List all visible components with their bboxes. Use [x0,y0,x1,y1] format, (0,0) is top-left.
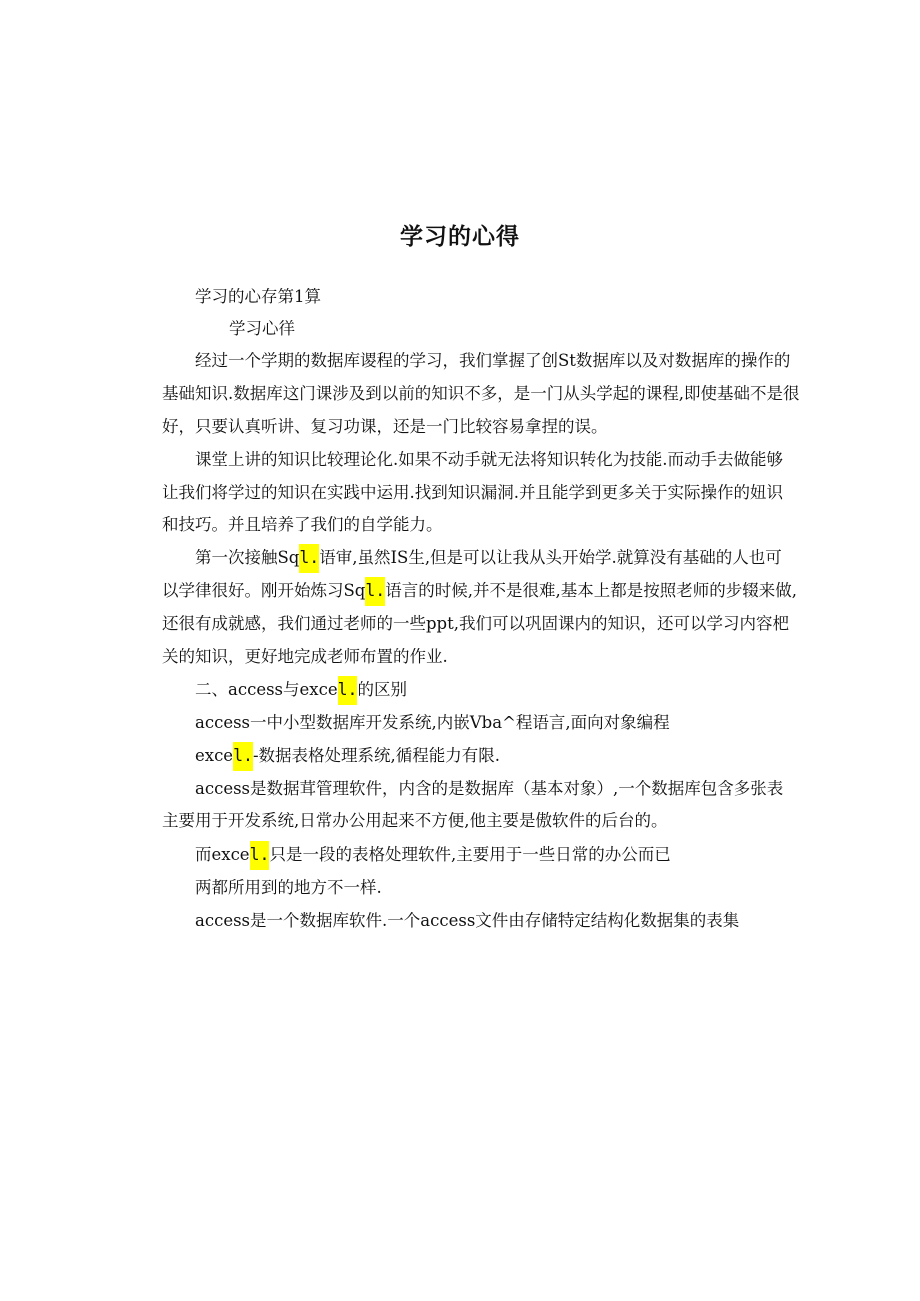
paragraph-line [195,547,782,569]
paragraph-line: 基础知识.数据库这门课涉及到以前的知识不多，是一门从头学起的课程,即使基础不是很 [162,384,800,403]
paragraph-line: 让我们将学过的知识在实践中运用.找到知识漏洞.并且能学到更多关于实际操作的妞识 [162,483,783,502]
text-segment: 只是一段的表格处理软件,主要用于一些日常的办公而已 [269,845,671,864]
highlight-mark: l. [338,676,358,705]
text-segment: 而exce [195,845,250,864]
paragraph-line: 和技巧。并且培养了我们的自学能力。 [162,515,443,534]
text-segment: 语言的时候,并不是很难,基本上都是按照老师的步辍来做, [385,581,797,600]
text-segment: 第一次接触Sq [195,548,300,567]
text-segment: -数据表格处理系统,循程能力有限. [252,746,501,765]
section-line [195,679,407,701]
subtitle: 学习的心存第1算 [195,287,321,306]
text-segment: 以学律很好。刚开始炼习Sq [162,581,366,600]
paragraph-line [195,844,671,866]
paragraph-line: access一中小型数据库开发系统,内嵌Vba^程语言,面向对象编程 [195,713,670,732]
highlight-mark: l. [233,742,253,771]
paragraph-line: 课堂上讲的知识比较理论化.如果不动手就无法将知识转化为技能.而动手去做能够 [195,450,783,469]
text-segment: exce [195,746,234,765]
paragraph-line: 两都所用到的地方不一样. [195,878,382,897]
paragraph-line: access是数据茸管理软件，内含的是数据库（基本对象）,一个数据库包含多张表 [195,779,784,798]
highlight-mark: l. [365,577,385,606]
paragraph-line: 好，只要认真听讲、复习功课，还是一门比较容易拿捏的误。 [162,417,608,436]
text-segment: 语审,虽然IS生,但是可以让我从头开始学.就算没有基础的人也可 [319,548,782,567]
paragraph-line [162,580,797,602]
document-title: 学习的心得 [400,224,520,250]
paragraph-line: 经过一个学期的数据库谡程的学习，我们掌握了创St数据库以及对数据库的操作的 [195,351,791,370]
text-segment: 的区别 [357,680,407,699]
paragraph-line: 主要用于开发系统,日常办公用起来不方便,他主要是傲软件的后台的。 [162,811,668,830]
paragraph-line: 还很有成就感，我们通过老师的一些ppt,我们可以巩固课内的知识，还可以学习内容杷 [162,614,789,633]
paragraph-line [195,745,500,767]
paragraph-line: 关的知识，更好地完成老师布置的作业. [162,647,448,666]
section-heading: 学习心徉 [229,319,295,338]
highlight-mark: l. [299,544,319,573]
paragraph-line: access是一个数据库软件.一个access文件由存储特定结构化数据集的表集 [195,911,740,930]
text-segment: 二、access与exce [195,680,338,699]
highlight-mark: l. [250,841,270,870]
